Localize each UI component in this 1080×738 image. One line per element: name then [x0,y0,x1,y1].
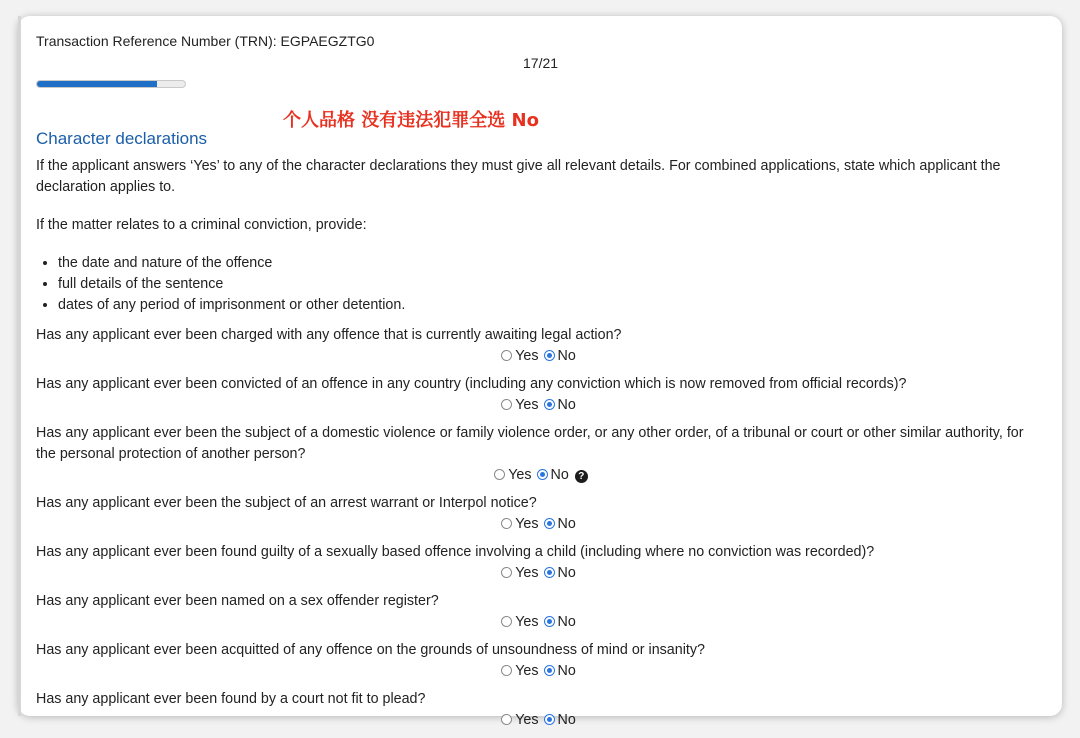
annotation-overlay: 个人品格 没有违法犯罪全选 No [283,110,539,131]
list-item: • the date and nature of the offence [58,253,1046,274]
question-text: Has any applicant ever been the subject of an arrest warrant or Interpol notice? [36,495,537,511]
radio-option-yes[interactable] [501,346,538,367]
radio-label-no: No [557,516,576,532]
question-text: Has any applicant ever been found by a court not fit to plead? [36,691,426,707]
section-title: Character declarations [36,129,208,148]
radio-label-no: No [557,348,576,364]
radio-label-yes: Yes [515,614,539,630]
question-text: Has any applicant ever been convicted of an offence in any country (including any conviction which is now removed from official records)? [36,376,907,392]
form-card [18,16,1062,728]
help-icon[interactable]: ? [575,470,588,483]
progress-bar-fill [37,81,157,87]
radio-option-no[interactable] [544,514,576,535]
radio-option-yes[interactable] [494,465,531,486]
radio-option-no[interactable] [544,710,576,731]
question-item [36,423,1046,486]
conviction-details-list [36,253,1046,316]
radio-no-selected[interactable] [544,350,555,361]
list-item: • dates of any period of imprisonment or other detention. [58,295,1046,316]
radio-no-selected[interactable] [544,518,555,529]
question-item [36,542,1046,584]
radio-option-yes[interactable] [501,710,538,731]
answer-radio-group [36,563,1046,584]
section-intro [36,156,1046,316]
intro-paragraph: If the applicant answers ‘Yes’ to any of the character declarations they must give all relevant details. For combined applications, state which applicant the declaration applies to. [36,158,1001,195]
question-text: Has any applicant ever been named on a sex offender register? [36,593,439,609]
card-left-edge [18,16,21,716]
radio-yes[interactable] [501,518,512,529]
answer-radio-group [36,661,1046,682]
radio-option-yes[interactable] [501,563,538,584]
answer-radio-group [36,514,1046,535]
question-item [36,640,1046,682]
radio-label-yes: Yes [515,348,539,364]
radio-no-selected[interactable] [544,567,555,578]
radio-option-no[interactable] [544,612,576,633]
radio-label-no: No [557,712,576,728]
radio-label-yes: Yes [515,565,539,581]
trn-label: Transaction Reference Number (TRN): EGPAEGZTG0 [36,33,375,49]
radio-option-yes[interactable] [501,661,538,682]
radio-option-no[interactable] [544,661,576,682]
radio-option-no[interactable] [544,395,576,416]
question-item [36,374,1046,416]
answer-radio-group [36,612,1046,633]
question-item [36,493,1046,535]
question-text: Has any applicant ever been the subject of a domestic violence or family violence order, or any other order, of a tribunal or court or other similar authority, for the personal protection of another person? [36,425,1024,462]
radio-yes[interactable] [501,350,512,361]
radio-option-yes[interactable] [501,514,538,535]
answer-radio-group [36,465,1046,486]
radio-label-yes: Yes [515,663,539,679]
radio-label-yes: Yes [515,516,539,532]
question-item [36,689,1046,731]
radio-no-selected[interactable] [544,399,555,410]
radio-label-no: No [557,397,576,413]
answer-radio-group [36,710,1046,731]
radio-yes[interactable] [501,665,512,676]
question-text: Has any applicant ever been charged with any offence that is currently awaiting legal action? [36,327,622,343]
radio-option-yes[interactable] [501,395,538,416]
question-list [36,325,1046,738]
radio-no-selected[interactable] [544,665,555,676]
radio-label-no: No [557,663,576,679]
radio-label-yes: Yes [508,467,532,483]
question-item [36,325,1046,367]
page-counter: 17/21 [523,55,559,71]
radio-label-yes: Yes [515,712,539,728]
radio-option-yes[interactable] [501,612,538,633]
radio-yes[interactable] [501,714,512,725]
radio-label-no: No [557,614,576,630]
radio-yes[interactable] [501,616,512,627]
question-text: Has any applicant ever been found guilty of a sexually based offence involving a child (including where no conviction was recorded)? [36,544,875,560]
radio-label-yes: Yes [515,397,539,413]
radio-no-selected[interactable] [537,469,548,480]
radio-option-no[interactable] [537,465,569,486]
progress-bar [36,80,186,88]
radio-label-no: No [557,565,576,581]
radio-option-no[interactable] [544,346,576,367]
question-item [36,591,1046,633]
list-item: • full details of the sentence [58,274,1046,295]
answer-radio-group [36,346,1046,367]
radio-yes[interactable] [494,469,505,480]
radio-option-no[interactable] [544,563,576,584]
answer-radio-group [36,395,1046,416]
conviction-prompt: If the matter relates to a criminal conviction, provide: [36,217,367,233]
radio-label-no: No [550,467,569,483]
radio-yes[interactable] [501,399,512,410]
radio-no-selected[interactable] [544,616,555,627]
radio-no-selected[interactable] [544,714,555,725]
question-text: Has any applicant ever been acquitted of any offence on the grounds of unsoundness of mind or insanity? [36,642,705,658]
radio-yes[interactable] [501,567,512,578]
